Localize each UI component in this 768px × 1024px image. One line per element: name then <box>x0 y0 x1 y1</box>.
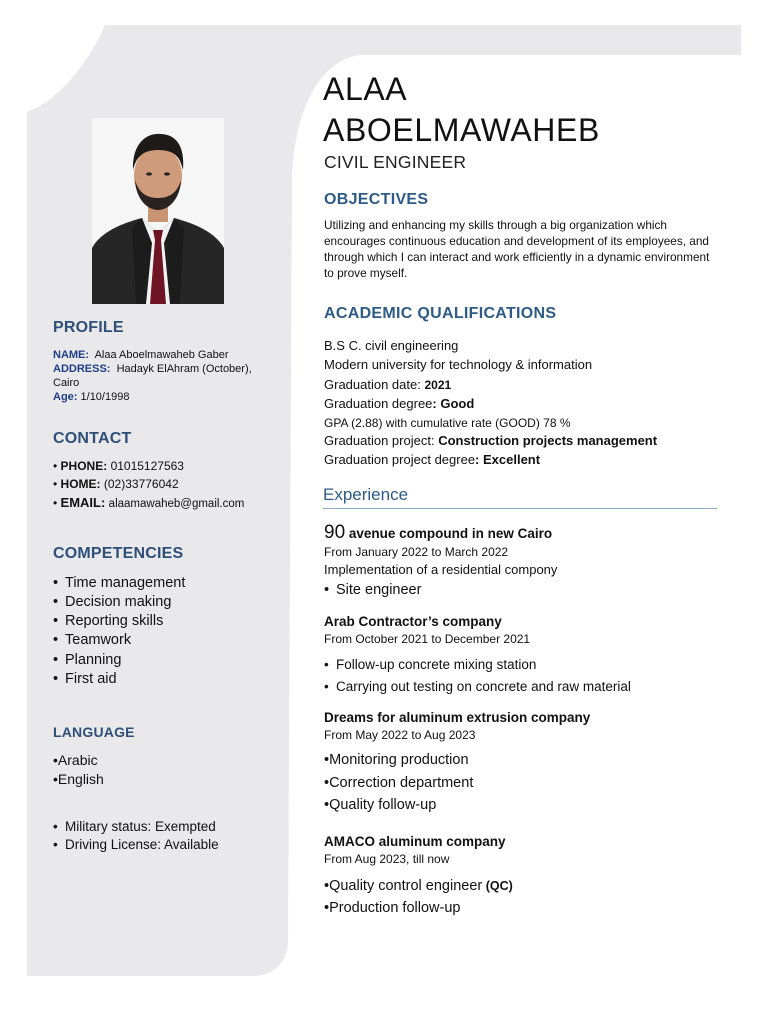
phone-value: 01015127563 <box>110 459 184 473</box>
bullet-icon: • <box>53 496 58 510</box>
bullet-icon: • <box>53 837 58 852</box>
academic-grad-degree: Graduation degree: Good <box>324 396 475 411</box>
contact-home <box>53 477 179 491</box>
competency-item: • Planning <box>53 652 122 668</box>
person-portrait-icon <box>92 118 224 304</box>
bullet-icon: • <box>324 752 330 768</box>
language-heading: LANGUAGE <box>53 724 135 740</box>
competencies-heading: COMPETENCIES <box>53 545 184 562</box>
job-dates: From October 2021 to December 2021 <box>324 632 531 646</box>
academic-grad-date: Graduation date: 2021 <box>324 377 452 392</box>
bullet-icon: • <box>53 594 59 610</box>
experience-divider <box>323 508 717 509</box>
bullet-icon: • <box>324 878 330 894</box>
military-status: • Military status: Exempted <box>53 819 216 834</box>
profile-photo <box>92 118 224 304</box>
job-duty: •Production follow-up <box>324 900 461 916</box>
job-description: Implementation of a residential compony <box>324 562 558 577</box>
competency-item: • First aid <box>53 671 117 687</box>
competency-item: • Decision making <box>53 594 172 610</box>
job-title: Arab Contractor’s company <box>324 614 502 629</box>
competency-item: • Teamwork <box>53 632 132 648</box>
job-duty: •Quality control engineer (QC) <box>324 878 513 894</box>
last-name: ABOELMAWAHEB <box>323 112 600 148</box>
email-value[interactable]: alaamawaheb@gmail.com <box>108 498 245 510</box>
name-label: NAME: <box>53 349 90 361</box>
bullet-icon: • <box>324 582 330 598</box>
name-value: Alaa Aboelmawaheb Gaber <box>94 349 229 361</box>
bullet-icon: • <box>53 477 58 491</box>
bullet-icon: • <box>324 900 330 916</box>
profile-name <box>53 349 229 361</box>
job-dates: From January 2022 to March 2022 <box>324 545 509 559</box>
job-dates: From May 2022 to Aug 2023 <box>324 728 476 742</box>
home-value: (02)33776042 <box>103 477 179 491</box>
profile-address-city: Cairo <box>53 377 80 389</box>
job-duty: •Correction department <box>324 775 474 791</box>
job-title: AMACO aluminum company <box>324 834 506 849</box>
contact-heading: CONTACT <box>53 430 132 447</box>
contact-email <box>53 495 244 510</box>
job-duty: • Site engineer <box>324 582 422 598</box>
job-title: Dreams for aluminum extrusion company <box>324 710 591 725</box>
language-item: •English <box>53 771 104 787</box>
bullet-icon: • <box>324 679 329 694</box>
first-name: ALAA <box>323 71 408 107</box>
job-duty: •Quality follow-up <box>324 797 437 813</box>
academic-project: Graduation project: Construction projects management <box>324 433 658 448</box>
profile-age <box>53 391 129 403</box>
address-value: Hadayk ElAhram (October), <box>116 363 252 375</box>
academic-gpa: GPA (2.88) with cumulative rate (GOOD) 78 % <box>324 416 571 430</box>
age-value: 1/10/1998 <box>80 391 130 403</box>
email-label: EMAIL: <box>60 495 106 510</box>
job-title: 90 avenue compound in new Cairo <box>324 522 553 543</box>
age-label: Age: <box>53 391 78 403</box>
competency-item: • Time management <box>53 575 186 591</box>
academic-degree: B.S C. civil engineering <box>324 338 459 353</box>
bullet-icon: • <box>53 459 58 473</box>
academic-heading: ACADEMIC QUALIFICATIONS <box>324 305 557 322</box>
language-item: •Arabic <box>53 752 98 768</box>
contact-phone <box>53 459 184 473</box>
phone-label: PHONE: <box>60 459 108 473</box>
bullet-icon: • <box>53 671 59 687</box>
bullet-icon: • <box>324 657 329 672</box>
job-dates: From Aug 2023, till now <box>324 852 450 866</box>
bullet-icon: • <box>53 613 59 629</box>
bullet-icon: • <box>53 632 59 648</box>
bullet-icon: • <box>324 797 330 813</box>
bullet-icon: • <box>53 771 58 787</box>
profile-address <box>53 363 252 375</box>
home-label: HOME: <box>60 477 101 491</box>
job-duty: •Monitoring production <box>324 752 469 768</box>
objectives-heading: OBJECTIVES <box>324 191 429 208</box>
academic-project-degree: Graduation project degree: Excellent <box>324 452 541 467</box>
competency-item: • Reporting skills <box>53 613 164 629</box>
profile-heading: PROFILE <box>53 319 124 336</box>
job-title: CIVIL ENGINEER <box>324 152 467 172</box>
bullet-icon: • <box>53 819 58 834</box>
job-duty: • Follow-up concrete mixing station <box>324 657 537 672</box>
driving-license: • Driving License: Available <box>53 837 219 852</box>
address-label: ADDRESS: <box>53 363 111 375</box>
job-duty: • Carrying out testing on concrete and raw material <box>324 679 631 694</box>
bullet-icon: • <box>324 775 330 791</box>
bullet-icon: • <box>53 752 58 768</box>
objectives-text: Utilizing and enhancing my skills through a big organization which encourages continuous education and development of its employees, and through which I can interact and work efficiently in a dynamic environment to prove myself. <box>324 218 710 280</box>
experience-heading: Experience <box>323 485 409 504</box>
bullet-icon: • <box>53 575 59 591</box>
academic-university: Modern university for technology & information <box>324 357 593 372</box>
bullet-icon: • <box>53 652 59 668</box>
